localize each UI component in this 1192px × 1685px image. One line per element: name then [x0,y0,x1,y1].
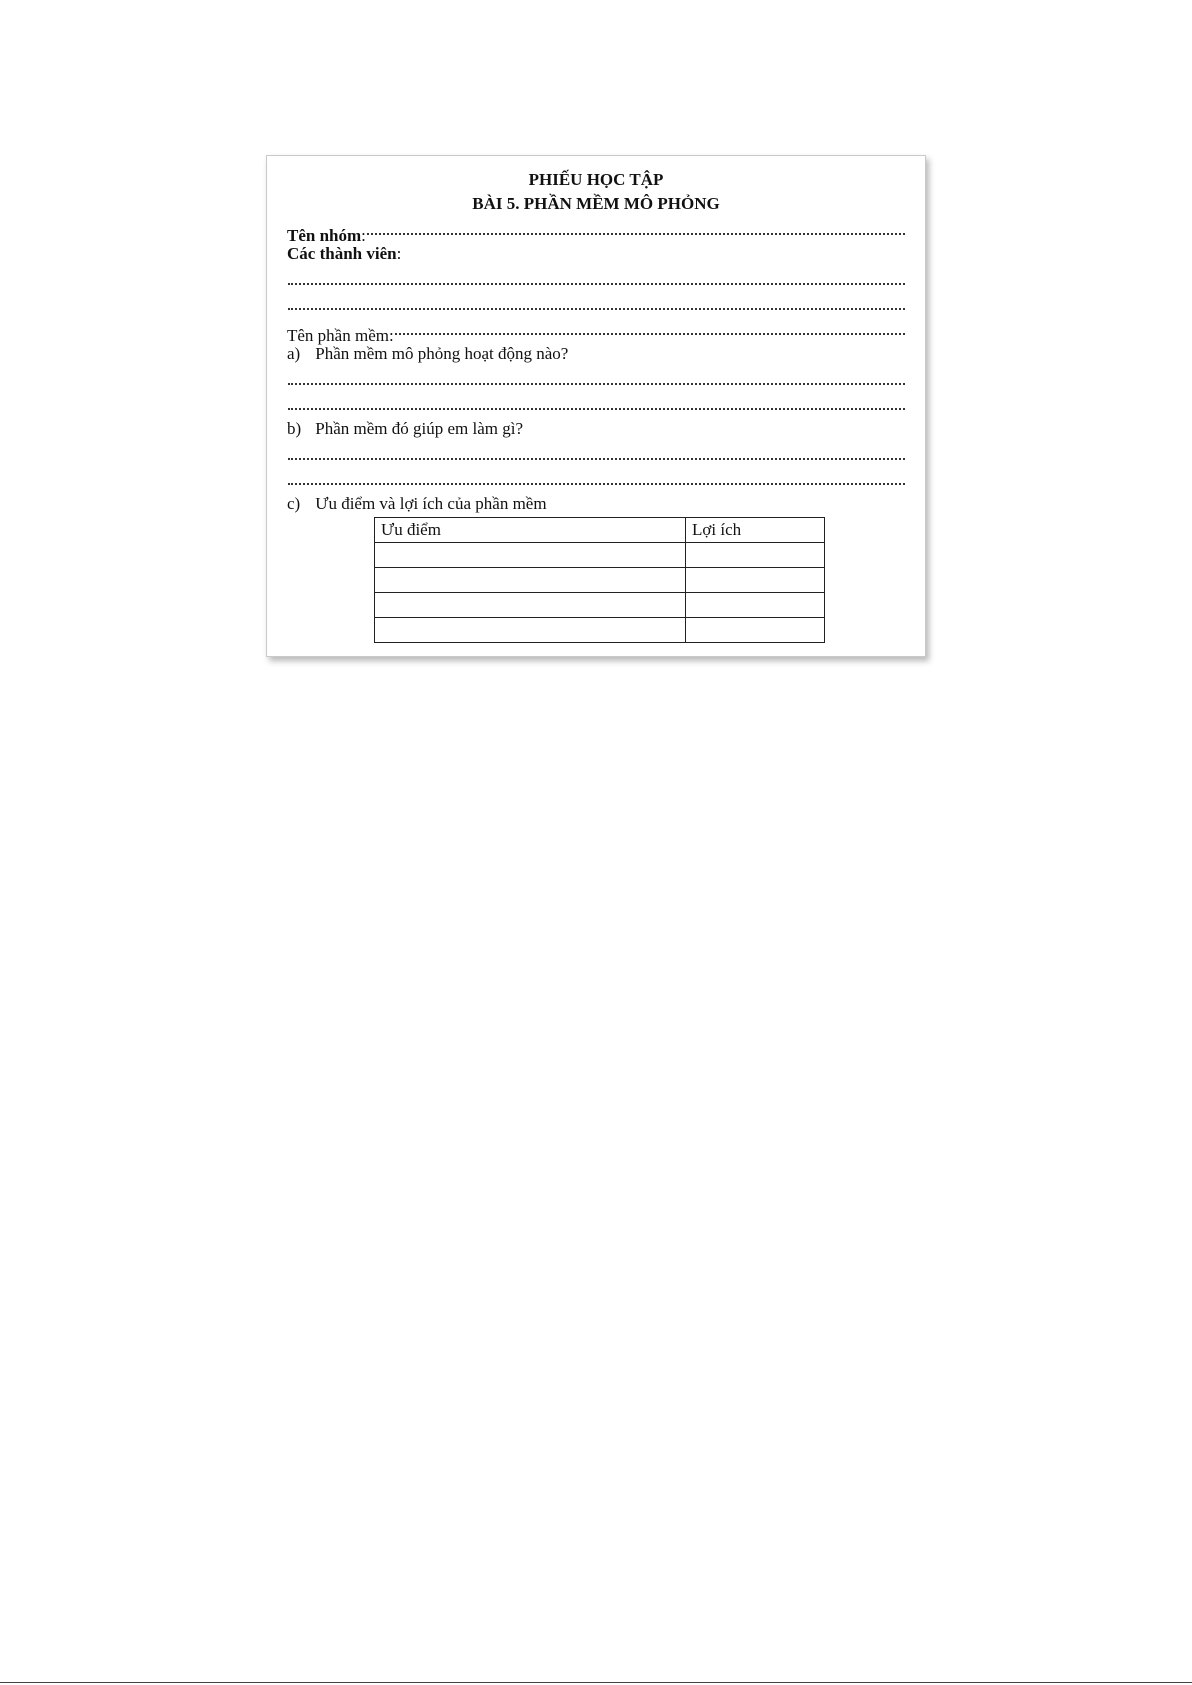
answer-b-blank[interactable] [287,466,905,491]
colon: : [396,244,402,263]
members-blank-line-1 [287,266,905,291]
group-name-label: Tên nhóm [287,226,362,245]
members-line [287,241,905,266]
table-row [375,593,825,618]
answer-b-line-2 [287,466,905,491]
members-blank[interactable] [287,291,905,316]
advantages-table [374,517,825,643]
lesson-title: BÀI 5. PHẦN MỀM MÔ PHỎNG [472,194,720,213]
table-header-row [375,518,825,543]
table-row [375,543,825,568]
group-name-line [287,216,905,245]
advantages-table-wrap [374,517,905,643]
group-name-blank[interactable] [366,216,905,241]
benefit-cell[interactable] [686,618,825,643]
benefit-cell[interactable] [686,568,825,593]
question-b [287,416,905,441]
answer-a-blank[interactable] [287,366,905,391]
software-name-blank[interactable] [394,316,905,341]
members-blank-line-2 [287,291,905,316]
software-name-label: Tên phần mềm: [287,326,394,345]
question-a-marker: a) [287,344,301,363]
table-row [375,618,825,643]
question-a-text: Phần mềm mô phỏng hoạt động nào? [315,344,569,363]
members-label: Các thành viên [287,244,397,263]
question-c-marker: c) [287,494,301,513]
answer-a-line-1 [287,366,905,391]
advantage-cell[interactable] [375,543,686,568]
worksheet-title: PHIẾU HỌC TẬP [528,170,664,189]
members-blank[interactable] [287,266,905,291]
benefit-cell[interactable] [686,593,825,618]
answer-b-line-1 [287,441,905,466]
page-bottom-rule [0,1682,1192,1683]
answer-a-line-2 [287,391,905,416]
header-advantages: Ưu điểm [375,518,686,543]
question-b-marker: b) [287,419,302,438]
question-c [287,491,905,516]
question-b-text: Phần mềm đó giúp em làm gì? [315,419,523,438]
answer-a-blank[interactable] [287,391,905,416]
colon: : [361,226,366,245]
header-benefits: Lợi ích [686,518,825,543]
benefit-cell[interactable] [686,543,825,568]
answer-b-blank[interactable] [287,441,905,466]
advantage-cell[interactable] [375,618,686,643]
advantage-cell[interactable] [375,593,686,618]
table-row [375,568,825,593]
software-name-line [287,316,905,345]
worksheet [266,155,926,657]
question-c-text: Ưu điểm và lợi ích của phần mềm [315,494,547,513]
advantage-cell[interactable] [375,568,686,593]
question-a [287,341,905,366]
